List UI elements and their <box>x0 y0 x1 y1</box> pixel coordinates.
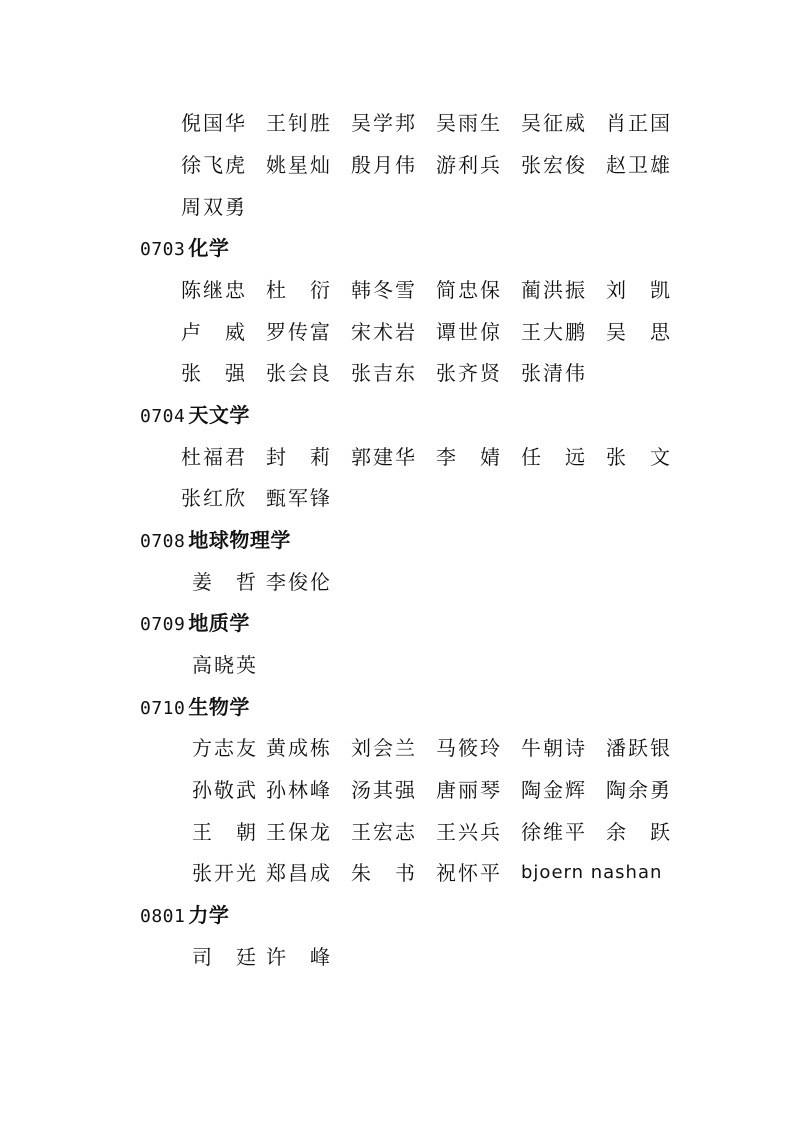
person-name: 张清伟 <box>521 361 587 385</box>
person-name: 卢 威 <box>181 320 247 344</box>
section-code: 0709 <box>140 614 186 635</box>
person-name: 姚星灿 <box>266 153 332 177</box>
person-name: 马筱玲 <box>436 736 502 760</box>
person-name: 王保龙 <box>266 820 332 844</box>
person-name: 刘会兰 <box>351 736 417 760</box>
person-name: 陶余勇 <box>606 778 672 802</box>
person-name: 赵卫雄 <box>606 153 672 177</box>
person-name: 吴 思 <box>606 320 672 344</box>
person-name: 余 跃 <box>606 820 672 844</box>
person-name: 潘跃银 <box>606 736 672 760</box>
person-name: 李 婧 <box>436 445 502 469</box>
person-name: 徐飞虎 <box>181 153 247 177</box>
person-name: 宋术岩 <box>351 320 417 344</box>
person-name: 孙敬武 <box>192 778 258 802</box>
person-name: 杜 衍 <box>266 278 332 302</box>
person-name: 吴征威 <box>521 111 587 135</box>
person-name: 黄成栋 <box>266 736 332 760</box>
person-name: 甄军锋 <box>266 486 332 510</box>
section-heading <box>140 900 229 930</box>
person-name: 吴雨生 <box>436 111 502 135</box>
section-heading <box>140 525 291 555</box>
person-name: 韩冬雪 <box>351 278 417 302</box>
person-name: 殷月伟 <box>351 153 417 177</box>
person-name: 简忠保 <box>436 278 502 302</box>
person-name: 祝怀平 <box>436 861 502 885</box>
person-name: 张 强 <box>181 361 247 385</box>
person-name: 郑昌成 <box>266 861 332 885</box>
section-heading <box>140 692 250 722</box>
person-name: 王钊胜 <box>266 111 332 135</box>
person-name: 王 朝 <box>192 820 258 844</box>
person-name: 王宏志 <box>351 820 417 844</box>
person-name: 罗传富 <box>266 320 332 344</box>
section-code: 0708 <box>140 531 186 552</box>
person-name: 陶金辉 <box>521 778 587 802</box>
person-name: 牛朝诗 <box>521 736 587 760</box>
section-title: 生物学 <box>188 695 250 719</box>
section-title: 力学 <box>188 903 230 927</box>
person-name: 游利兵 <box>436 153 502 177</box>
section-code: 0801 <box>140 906 186 927</box>
person-name: 张红欣 <box>181 486 247 510</box>
person-name: 司 廷 <box>192 945 258 969</box>
person-name: 肖正国 <box>606 111 672 135</box>
person-name: 高晓英 <box>192 653 258 677</box>
section-heading <box>140 400 250 430</box>
person-name: 徐维平 <box>521 820 587 844</box>
person-name: 谭世倞 <box>436 320 502 344</box>
person-name: 陈继忠 <box>181 278 247 302</box>
person-name: 蔺洪振 <box>521 278 587 302</box>
section-title: 地球物理学 <box>188 528 291 552</box>
person-name: 张会良 <box>266 361 332 385</box>
section-title: 化学 <box>188 236 230 260</box>
person-name: 孙林峰 <box>266 778 332 802</box>
section-title: 地质学 <box>188 611 250 635</box>
person-name: 张吉东 <box>351 361 417 385</box>
person-name: 许 峰 <box>266 945 332 969</box>
person-name: 王兴兵 <box>436 820 502 844</box>
person-name: 倪国华 <box>181 111 247 135</box>
person-name: 唐丽琴 <box>436 778 502 802</box>
person-name: 朱 书 <box>351 861 417 885</box>
person-name: 杜福君 <box>181 445 247 469</box>
person-name: 张齐贤 <box>436 361 502 385</box>
person-name: 张开光 <box>192 861 258 885</box>
section-heading <box>140 233 229 263</box>
section-code: 0703 <box>140 239 186 260</box>
person-name: 姜 哲 <box>192 570 258 594</box>
person-name: 封 莉 <box>266 445 332 469</box>
person-name: 汤其强 <box>351 778 417 802</box>
person-name: bjoern nashan <box>521 862 663 883</box>
person-name: 郭建华 <box>351 445 417 469</box>
person-name: 刘 凯 <box>606 278 672 302</box>
person-name: 方志友 <box>192 736 258 760</box>
section-code: 0710 <box>140 698 186 719</box>
section-heading <box>140 608 250 638</box>
person-name: 任 远 <box>521 445 587 469</box>
person-name: 张宏俊 <box>521 153 587 177</box>
section-code: 0704 <box>140 406 186 427</box>
person-name: 王大鹏 <box>521 320 587 344</box>
section-title: 天文学 <box>188 403 250 427</box>
person-name: 吴学邦 <box>351 111 417 135</box>
person-name: 周双勇 <box>181 195 247 219</box>
person-name: 张 文 <box>606 445 672 469</box>
person-name: 李俊伦 <box>266 570 332 594</box>
